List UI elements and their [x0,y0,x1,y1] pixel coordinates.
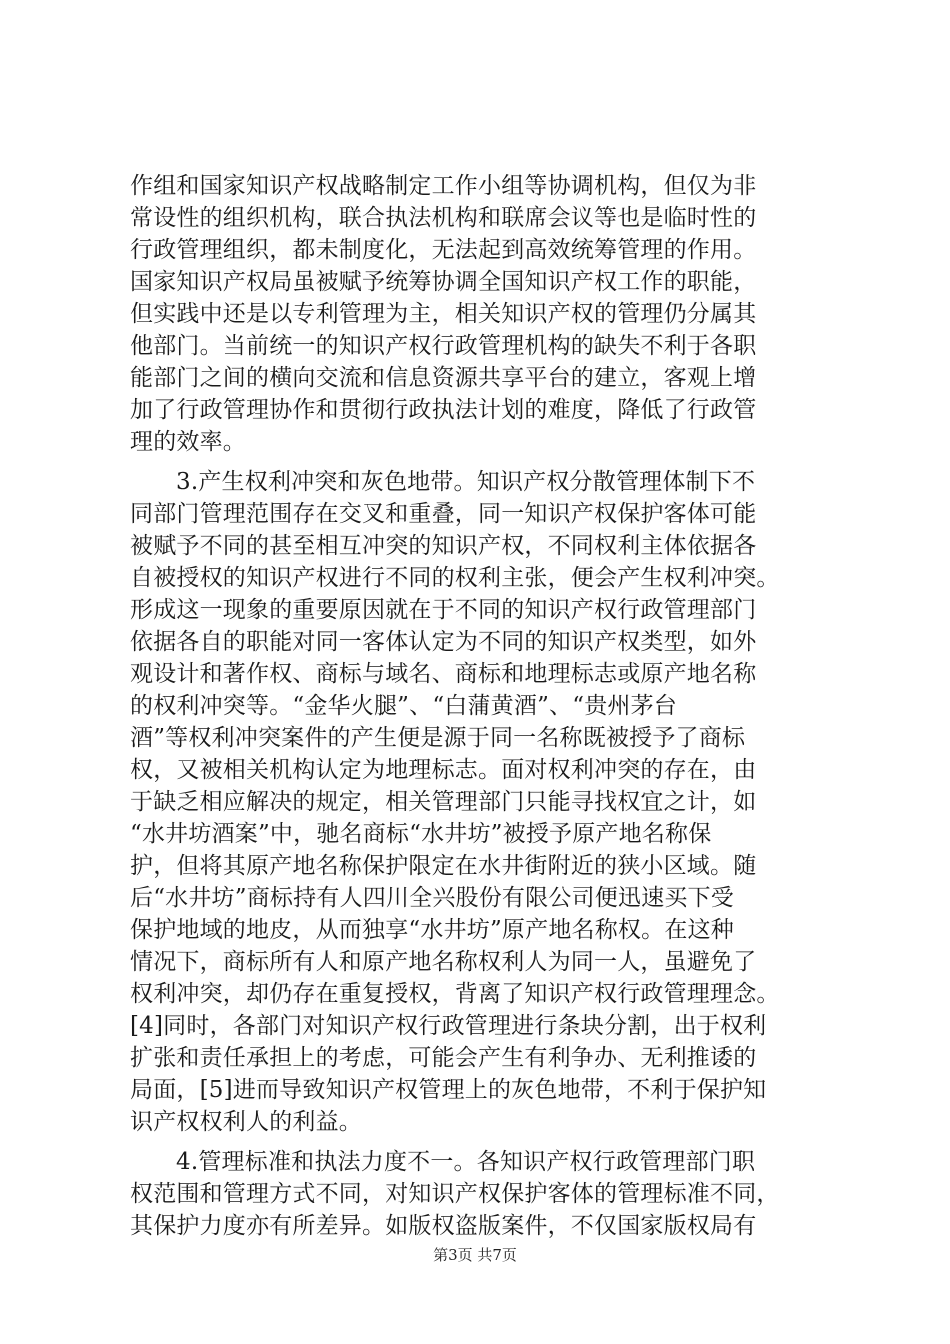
text-line: 理的效率。 [130,429,246,455]
text-line: 同部门管理范围存在交叉和重叠，同一知识产权保护客体可能 [130,501,757,527]
text-line: 行政管理组织，都未制度化，无法起到高效统筹管理的作用。 [130,237,757,263]
text-line: 的权利冲突等。“金华火腿”、“白蒲黄酒”、“贵州茅台 [130,693,677,719]
text-line: 国家知识产权局虽被赋予统筹协调全国知识产权工作的职能， [130,269,757,295]
text-line: 权利冲突，却仍存在重复授权，背离了知识产权行政管理理念。 [130,981,780,1007]
text-line: 局面，[5]进而导致知识产权管理上的灰色地带，不利于保护知 [130,1077,767,1103]
text-line: 4.管理标准和执法力度不一。各知识产权行政管理部门职 [176,1149,756,1175]
text-line: 3.产生权利冲突和灰色地带。知识产权分散管理体制下不 [176,469,756,495]
text-line: 被赋予不同的甚至相互冲突的知识产权，不同权利主体依据各 [130,533,757,559]
text-line: 权范围和管理方式不同，对知识产权保护客体的管理标准不同， [130,1181,780,1207]
paragraph [130,466,830,1138]
text-line: 依据各自的职能对同一客体认定为不同的知识产权类型，如外 [130,629,757,655]
text-line: 保护地域的地皮，从而独享“水井坊”原产地名称权。在这种 [130,917,734,943]
text-line: 其保护力度亦有所差异。如版权盗版案件，不仅国家版权局有 [130,1213,757,1239]
paragraph-gap [130,1138,830,1146]
text-line: 他部门。当前统一的知识产权行政管理机构的缺失不利于各职 [130,333,757,359]
text-line: 于缺乏相应解决的规定，相关管理部门只能寻找权宜之计，如 [130,789,757,815]
text-line: 作组和国家知识产权战略制定工作小组等协调机构，但仅为非 [130,173,757,199]
text-line: 识产权权利人的利益。 [130,1109,362,1135]
text-line: 酒”等权利冲突案件的产生便是源于同一名称既被授予了商标 [130,725,746,751]
text-line: 观设计和著作权、商标与域名、商标和地理标志或原产地名称 [130,661,757,687]
text-line: 情况下，商标所有人和原产地名称权利人为同一人，虽避免了 [130,949,757,975]
text-line: 形成这一现象的重要原因就在于不同的知识产权行政管理部门 [130,597,757,623]
text-line: 能部门之间的横向交流和信息资源共享平台的建立，客观上增 [130,365,757,391]
text-line: 加了行政管理协作和贯彻行政执法计划的难度，降低了行政管 [130,397,757,423]
text-line: 护，但将其原产地名称保护限定在水井街附近的狭小区域。随 [130,853,757,879]
body-text [130,170,830,1242]
page-footer: 第3页 共7页 [433,1246,517,1264]
paragraph [130,170,830,458]
paragraph-gap [130,458,830,466]
text-line: 权，又被相关机构认定为地理标志。面对权利冲突的存在，由 [130,757,757,783]
text-line: 后“水井坊”商标持有人四川全兴股份有限公司便迅速买下受 [130,885,734,911]
paragraph [130,1146,830,1242]
text-line: 扩张和责任承担上的考虑，可能会产生有利争办、无利推诿的 [130,1045,757,1071]
text-line: 但实践中还是以专利管理为主，相关知识产权的管理仍分属其 [130,301,757,327]
text-line: “水井坊酒案”中，驰名商标“水井坊”被授予原产地名称保 [130,821,712,847]
text-line: [4]同时，各部门对知识产权行政管理进行条块分割，出于权利 [130,1013,767,1039]
text-line: 常设性的组织机构，联合执法机构和联席会议等也是临时性的 [130,205,757,231]
text-line: 自被授权的知识产权进行不同的权利主张，便会产生权利冲突。 [130,565,780,591]
